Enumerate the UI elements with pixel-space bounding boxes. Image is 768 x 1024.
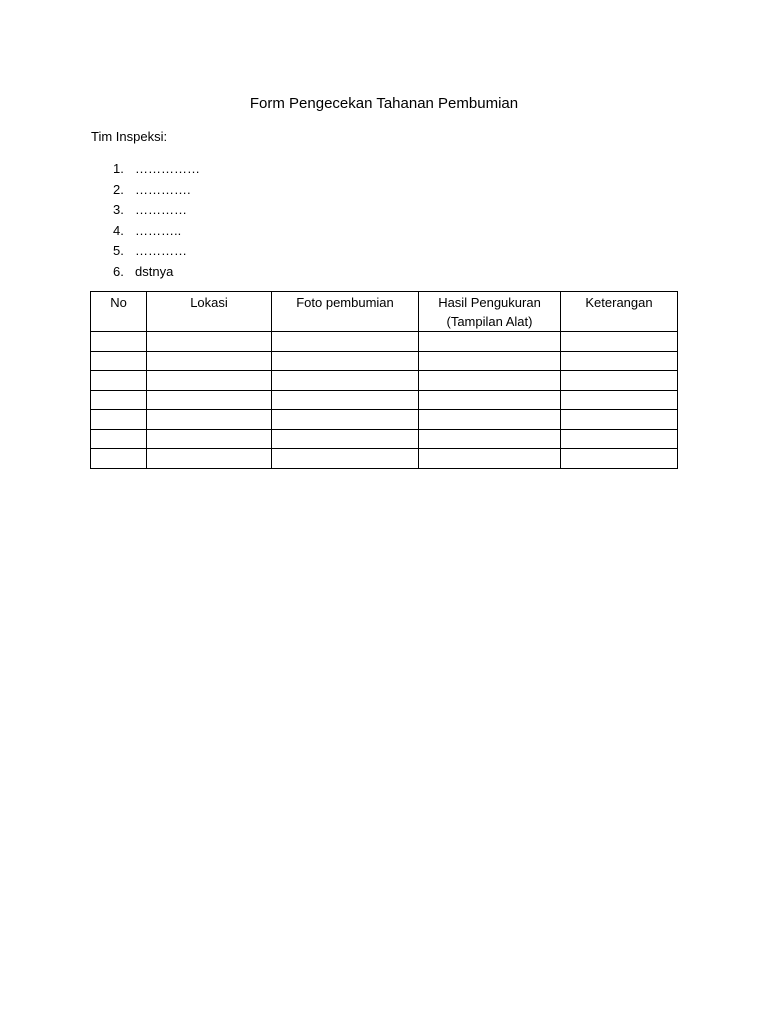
list-item	[91, 180, 200, 201]
table-cell	[272, 410, 419, 430]
table-header-row	[91, 292, 678, 332]
table-cell	[561, 351, 678, 371]
list-item-number: 5.	[113, 243, 124, 258]
column-header-keterangan: Keterangan	[561, 292, 678, 332]
list-item	[91, 159, 200, 180]
team-label: Tim Inspeksi:	[91, 129, 168, 144]
list-item-number: 1.	[113, 161, 124, 176]
table-cell	[91, 371, 147, 391]
table-cell	[419, 332, 561, 352]
table-cell	[147, 371, 272, 391]
list-item	[91, 200, 200, 221]
table-cell	[561, 371, 678, 391]
table-cell	[147, 332, 272, 352]
table-cell	[419, 371, 561, 391]
page-title: Form Pengecekan Tahanan Pembumian	[249, 95, 519, 112]
column-header-lokasi: Lokasi	[147, 292, 272, 332]
table-cell	[272, 390, 419, 410]
table-cell	[147, 351, 272, 371]
table-cell	[419, 410, 561, 430]
list-item-number: 6.	[113, 263, 124, 279]
table-cell	[561, 390, 678, 410]
table-row	[91, 449, 678, 469]
list-item	[91, 241, 200, 262]
list-item-value: dstnya	[135, 263, 174, 279]
table-row	[91, 429, 678, 449]
table-cell	[147, 390, 272, 410]
list-item-value: ………….	[135, 181, 191, 197]
table-cell	[91, 429, 147, 449]
table-cell	[561, 410, 678, 430]
table-cell	[561, 332, 678, 352]
table-cell	[419, 449, 561, 469]
table-cell	[419, 390, 561, 410]
list-item-value: ……………	[135, 161, 200, 176]
table-cell	[419, 351, 561, 371]
table-cell	[91, 390, 147, 410]
table-cell	[272, 371, 419, 391]
table-cell	[91, 332, 147, 352]
table-cell	[91, 410, 147, 430]
table-row	[91, 390, 678, 410]
table-cell	[147, 429, 272, 449]
column-header-foto: Foto pembumian	[272, 292, 419, 332]
list-item	[91, 262, 200, 283]
table-row	[91, 351, 678, 371]
list-item-number: 2.	[113, 181, 124, 197]
table-cell	[272, 351, 419, 371]
table-cell	[272, 429, 419, 449]
list-item	[91, 221, 200, 242]
column-header-hasil: Hasil Pengukuran (Tampilan Alat)	[419, 292, 561, 332]
table-cell	[272, 449, 419, 469]
table-cell	[561, 449, 678, 469]
list-item-value: …………	[135, 243, 187, 258]
column-header-no: No	[91, 292, 147, 332]
table-cell	[91, 351, 147, 371]
inspection-table	[90, 291, 678, 469]
list-item-value: …………	[135, 202, 187, 217]
list-item-number: 4.	[113, 222, 124, 238]
list-item-value: ………..	[135, 222, 182, 238]
table-cell	[419, 429, 561, 449]
table-cell	[147, 410, 272, 430]
list-item-number: 3.	[113, 202, 124, 217]
table-row	[91, 410, 678, 430]
table-row	[91, 332, 678, 352]
table-row	[91, 371, 678, 391]
team-member-list	[91, 159, 200, 282]
table-cell	[91, 449, 147, 469]
table-cell	[147, 449, 272, 469]
table-cell	[561, 429, 678, 449]
table-cell	[272, 332, 419, 352]
